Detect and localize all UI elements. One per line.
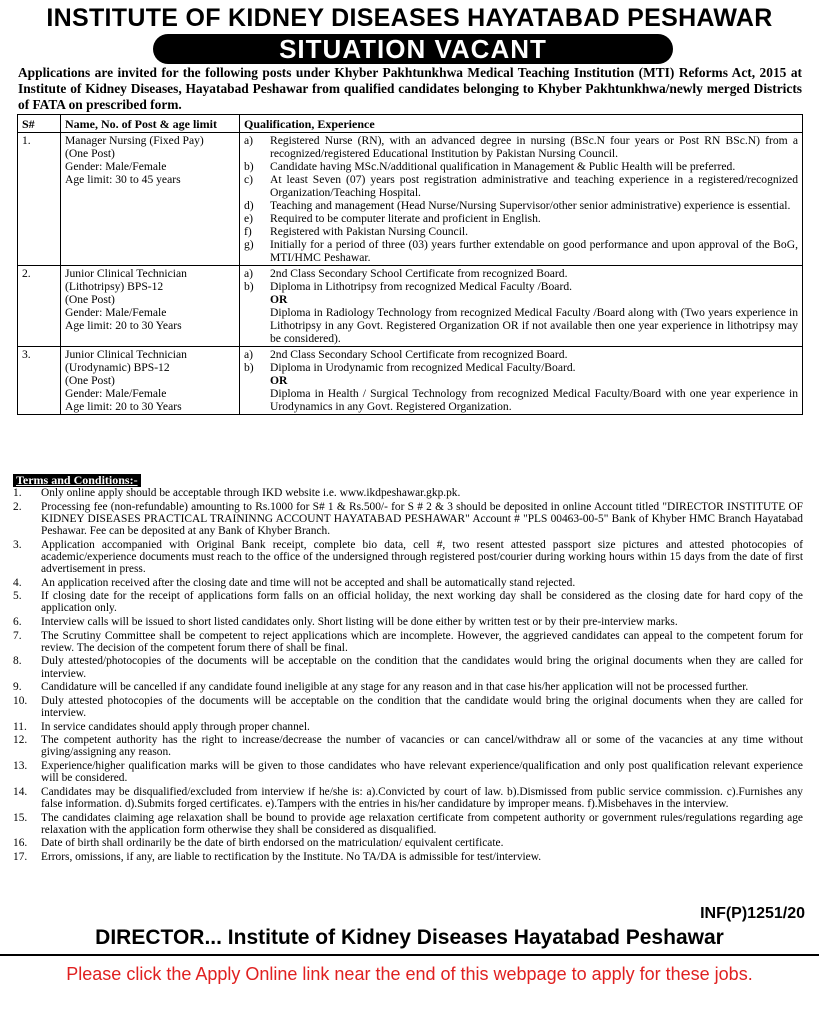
table-header-row — [18, 115, 803, 133]
term-item — [13, 590, 803, 614]
qualification-letter — [244, 306, 270, 345]
term-text: Errors, omissions, if any, are liable to rectification by the Institute. No TA/DA is admissible for test/interview. — [41, 850, 542, 863]
qualification-item — [244, 306, 798, 345]
qualification-item — [244, 361, 798, 374]
header-sn: S# — [18, 115, 61, 133]
term-text: Application accompanied with Original Bank receipt, complete bio data, cell #, two resent attested passport size pictures and attested photocopies of academic/experience documents must reach to the office of the undersigned through registered post/courier during working hours within 15 days from the date of first advertisement in press. — [41, 538, 803, 575]
page-title: INSTITUTE OF KIDNEY DISEASES HAYATABAD PESHAWAR — [46, 4, 773, 32]
terms-list — [13, 487, 803, 865]
term-item — [13, 851, 803, 863]
term-number: 15. — [13, 811, 28, 824]
row-sn: 1. — [18, 133, 61, 266]
term-number: 2. — [13, 500, 22, 513]
qualification-text: Diploma in Health / Surgical Technology from recognized Medical Faculty/Board with one year experience in Urodynamics in any Govt. Registered Organization. — [270, 387, 798, 413]
qualification-item — [244, 374, 798, 387]
term-item — [13, 630, 803, 654]
term-text: An application received after the closing date and time will not be accepted and shall be automatically stand rejected. — [41, 576, 576, 589]
apply-note: Please click the Apply Online link near the end of this webpage to apply for these jobs. — [66, 964, 753, 984]
term-number: 10. — [13, 694, 28, 707]
term-number: 1. — [13, 487, 22, 499]
term-number: 11. — [13, 720, 27, 733]
row-qualification — [240, 347, 803, 415]
qualification-text: Diploma in Lithotripsy from recognized Medical Faculty /Board. — [270, 280, 573, 293]
qualification-text: Initially for a period of three (03) years further extendable on good performance and upon approval of the BoG, MTI/HMC Peshawar. — [270, 238, 798, 264]
situation-vacant-banner: SITUATION VACANT — [153, 34, 673, 64]
term-item — [13, 577, 803, 589]
term-number: 8. — [13, 655, 22, 668]
qualification-text: Diploma in Radiology Technology from recognized Medical Faculty /Board along with (Two years experience in Lithotripsy in any Govt. Registered Organization OR if not available then one year experience in lithotripsy may be considered). — [270, 306, 798, 345]
term-item — [13, 616, 803, 628]
qualification-text: 2nd Class Secondary School Certificate from recognized Board. — [270, 267, 568, 280]
qualification-item — [244, 267, 798, 280]
qualification-letter: f) — [244, 225, 252, 238]
term-item — [13, 734, 803, 758]
qualification-item — [244, 280, 798, 293]
qualification-letter: b) — [244, 361, 254, 374]
term-text: Candidature will be cancelled if any candidate found ineligible at any stage for any reason and in that case his/her application will not be processed further. — [41, 681, 749, 694]
footer-signature: DIRECTOR... Institute of Kidney Diseases Hayatabad Peshawar — [95, 926, 724, 949]
term-item — [13, 681, 803, 693]
term-text: In service candidates should apply through proper channel. — [41, 720, 310, 733]
term-number: 5. — [13, 590, 22, 603]
row-sn: 3. — [18, 347, 61, 415]
term-number: 16. — [13, 837, 28, 850]
qualification-letter — [244, 387, 270, 413]
posts-table — [17, 114, 803, 415]
term-item — [13, 487, 803, 499]
post-line: Junior Clinical Technician (Lithotripsy) BPS-12 — [65, 267, 187, 293]
post-line: Gender: Male/Female — [65, 387, 167, 400]
term-number: 9. — [13, 681, 22, 694]
term-number: 4. — [13, 576, 22, 589]
qualification-text: Registered Nurse (RN), with an advanced degree in nursing (BSc.N four years or Post RN BSc.N) from a recognized/registered Educational Institution by Pakistan Nursing Council. — [270, 134, 798, 160]
term-item — [13, 655, 803, 679]
table-row — [18, 266, 803, 347]
term-item — [13, 721, 803, 733]
term-text: Date of birth shall ordinarily be the date of birth endorsed on the matriculation/ equivalent certificate. — [41, 837, 504, 850]
qualification-letter: g) — [244, 238, 254, 251]
qualification-item — [244, 212, 798, 225]
term-number: 13. — [13, 759, 28, 772]
post-line: (One Post) — [65, 293, 115, 306]
term-item — [13, 539, 803, 576]
row-sn: 2. — [18, 266, 61, 347]
term-item — [13, 786, 803, 810]
table-row — [18, 133, 803, 266]
qualification-letter: a) — [244, 134, 254, 147]
term-text: The candidates claiming age relaxation shall be bound to provide age relaxation certificate from competent authority or government rules/regulations regarding age relaxation with the application form otherwise they shall be considered as disqualified. — [41, 811, 803, 836]
divider — [0, 954, 819, 956]
post-line: Age limit: 30 to 45 years — [65, 173, 181, 186]
qualification-letter: c) — [244, 173, 254, 186]
row-qualification — [240, 133, 803, 266]
qualification-text: Required to be computer literate and proficient in English. — [270, 212, 541, 225]
qualification-item — [244, 134, 798, 160]
qualification-item — [244, 225, 798, 238]
term-text: Experience/higher qualification marks will be given to those candidates who have relevant experience/qualification and only post qualification relevant experience will be considered. — [41, 759, 803, 785]
post-line: Junior Clinical Technician (Urodynamic) BPS-12 — [65, 348, 187, 374]
term-number: 12. — [13, 734, 28, 747]
header-post: Name, No. of Post & age limit — [61, 115, 240, 133]
term-text: Duly attested/photocopies of the documents will be acceptable on the condition that the candidates would bring the original documents when they are called for interview. — [41, 655, 803, 680]
qualification-letter — [244, 293, 270, 306]
term-number: 14. — [13, 785, 28, 798]
table-row — [18, 347, 803, 415]
intro-paragraph: Applications are invited for the following posts under Khyber Pakhtunkhwa Medical Teaching Institution (MTI) Reforms Act, 2015 at Institute of Kidney Diseases, Hayatabad Peshawar from qualified candidates belonging to Khyber Pakhtunkhwa/newly merged Districts of FATA on prescribed form. — [18, 65, 802, 112]
term-number: 3. — [13, 538, 22, 551]
qualification-letter: b) — [244, 280, 254, 293]
qualification-text: At least Seven (07) years post registration administrative and teaching experience in a registered/recognized Organization/Teaching Hospital. — [270, 173, 798, 199]
post-line: Manager Nursing (Fixed Pay) — [65, 134, 204, 147]
terms-heading: Terms and Conditions:- — [13, 474, 141, 487]
term-number: 7. — [13, 629, 22, 642]
qualification-item — [244, 238, 798, 264]
term-item — [13, 812, 803, 836]
post-line: Gender: Male/Female — [65, 160, 167, 173]
qualification-item — [244, 387, 798, 413]
term-text: Interview calls will be issued to short listed candidates only. Short listing will be done either by written test or by their pre-interview marks. — [41, 615, 678, 628]
row-post — [61, 266, 240, 347]
row-post — [61, 133, 240, 266]
post-line: Age limit: 20 to 30 Years — [65, 319, 182, 332]
qualification-letter: b) — [244, 160, 254, 173]
qualification-item — [244, 293, 798, 306]
post-line: (One Post) — [65, 374, 115, 387]
term-text: Processing fee (non-refundable) amounting to Rs.1000 for S# 1 & Rs.500/- for S # 2 & 3 should be deposited in online Account titled "DIRECTOR INSTITUTE OF KIDNEY DISEASES PRACTICAL TRAININNG ACCOUNT HAYATABAD PESHAWAR" Account # "PLS 00463-00-5" Bank of Khyber HMC Branch Hayatabad Peshawar. Fee can be deposited at any Bank of Khyber Branch. — [41, 500, 803, 537]
post-line: Gender: Male/Female — [65, 306, 167, 319]
qualification-letter: a) — [244, 348, 254, 361]
qualification-letter: e) — [244, 212, 254, 225]
qualification-letter — [244, 374, 270, 387]
header-qualification: Qualification, Experience — [240, 115, 803, 133]
term-text: If closing date for the receipt of applications form falls on an official holiday, the next working day shall be considered as the closing date for hard copy of the application only. — [41, 590, 803, 615]
term-text: The Scrutiny Committee shall be competent to reject applications which are incomplete. However, the aggrieved candidates can appeal to the competent forum for review. The decision of the competent forum there of shall be final. — [41, 629, 803, 654]
qualification-text: 2nd Class Secondary School Certificate from recognized Board. — [270, 348, 568, 361]
qualification-text: OR — [270, 374, 288, 387]
qualification-item — [244, 173, 798, 199]
qualification-text: OR — [270, 293, 288, 306]
advert-reference: INF(P)1251/20 — [700, 905, 805, 922]
term-text: Only online apply should be acceptable through IKD website i.e. www.ikdpeshawar.gkp.pk. — [41, 487, 461, 499]
row-qualification — [240, 266, 803, 347]
term-item — [13, 501, 803, 538]
term-item — [13, 837, 803, 849]
term-number: 17. — [13, 850, 28, 863]
qualification-item — [244, 199, 798, 212]
qualification-letter: a) — [244, 267, 254, 280]
term-text: The competent authority has the right to increase/decrease the number of vacancies or can cancel/withdraw all or some of the vacancies at any time without giving/assigning any reason. — [41, 734, 803, 759]
qualification-item — [244, 160, 798, 173]
qualification-letter: d) — [244, 199, 254, 212]
term-text: Candidates may be disqualified/excluded from interview if he/she is: a).Convicted by court of law. b).Dismissed from public service commission. c).Furnishes any false information. d).Submits forged certificates. e).Tampers with the entries in his/her candidature by improper means. f).Misbehaves in the interview. — [41, 785, 803, 810]
qualification-item — [244, 348, 798, 361]
term-text: Duly attested photocopies of the documents will be acceptable on the condition that the candidate would bring the original documents when they are called for interview. — [41, 694, 803, 719]
row-post — [61, 347, 240, 415]
post-line: Age limit: 20 to 30 Years — [65, 400, 182, 413]
term-item — [13, 760, 803, 784]
qualification-text: Teaching and management (Head Nurse/Nursing Supervisor/other senior administrative) experience is essential. — [270, 199, 791, 212]
term-item — [13, 695, 803, 719]
qualification-text: Candidate having MSc.N/additional qualification in Management & Public Health will be preferred. — [270, 160, 736, 173]
qualification-text: Registered with Pakistan Nursing Council. — [270, 225, 469, 238]
term-number: 6. — [13, 615, 22, 628]
qualification-text: Diploma in Urodynamic from recognized Medical Faculty/Board. — [270, 361, 576, 374]
post-line: (One Post) — [65, 147, 115, 160]
